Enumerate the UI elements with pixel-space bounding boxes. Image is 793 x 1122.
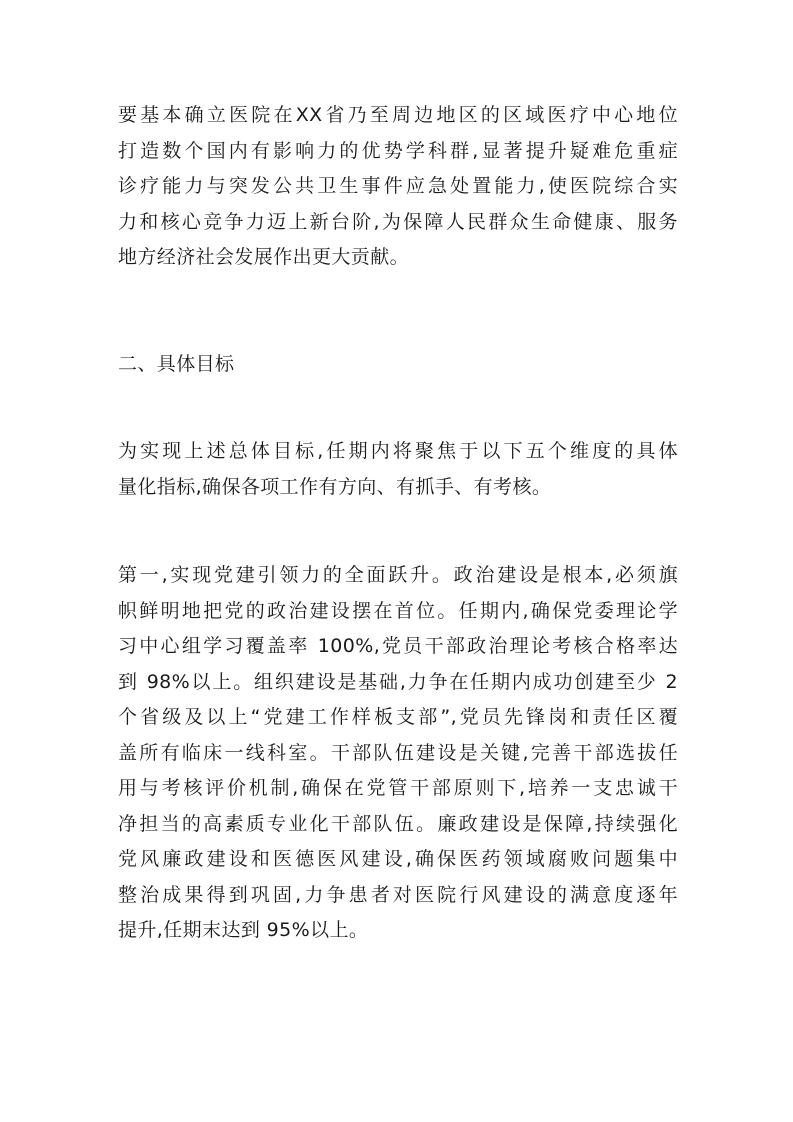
paragraph-party-building: [118, 558, 678, 949]
text-line: 习中心组学习覆盖率 100%,党员干部政治理论考核合格率达: [118, 635, 678, 657]
text-line: 量化指标,确保各项工作有方向、有抓手、有考核。: [118, 475, 552, 498]
text-line: 个省级及以上“党建工作样板支部”,党员先锋岗和责任区覆: [118, 706, 678, 728]
text-line: 帜鲜明地把党的政治建设摆在首位。任期内,确保党委理论学: [118, 599, 678, 622]
text-line: 党风廉政建设和医德医风建设,确保医药领域腐败问题集中: [118, 848, 678, 870]
text-line: 诊疗能力与突发公共卫生事件应急处置能力,使医院综合实: [118, 175, 678, 197]
text-line: 净担当的高素质专业化干部队伍。廉政建设是保障,持续强化: [118, 812, 678, 835]
text-line: 打造数个国内有影响力的优势学科群,显著提升疑难危重症: [118, 139, 678, 162]
section-heading: [118, 347, 678, 383]
section-heading-text: 二、具体目标: [118, 353, 235, 375]
text-line: 第一,实现党建引领力的全面跃升。政治建设是根本,必须旗: [118, 564, 678, 586]
text-line: 力和核心竞争力迈上新台阶,为保障人民群众生命健康、服务: [118, 210, 678, 233]
text-line: 到 98%以上。组织建设是基础,力争在任期内成功创建至少 2: [118, 670, 678, 693]
paragraph-intro-specific-goals: [118, 434, 678, 505]
text-line: 为实现上述总体目标,任期内将聚焦于以下五个维度的具体: [118, 440, 678, 462]
text-line: 整治成果得到巩固,力争患者对医院行风建设的满意度逐年: [118, 883, 678, 906]
text-line: 要基本确立医院在XX省乃至周边地区的区域医疗中心地位: [118, 104, 678, 126]
text-line: 用与考核评价机制,确保在党管干部原则下,培养一支忠诚干: [118, 777, 678, 799]
text-line: 盖所有临床一线科室。干部队伍建设是关键,完善干部选拔任: [118, 741, 678, 764]
paragraph-overall-goal: [118, 98, 678, 276]
text-line: 地方经济社会发展作出更大贡献。: [118, 246, 410, 268]
text-line: 提升,任期末达到 95%以上。: [118, 919, 369, 941]
